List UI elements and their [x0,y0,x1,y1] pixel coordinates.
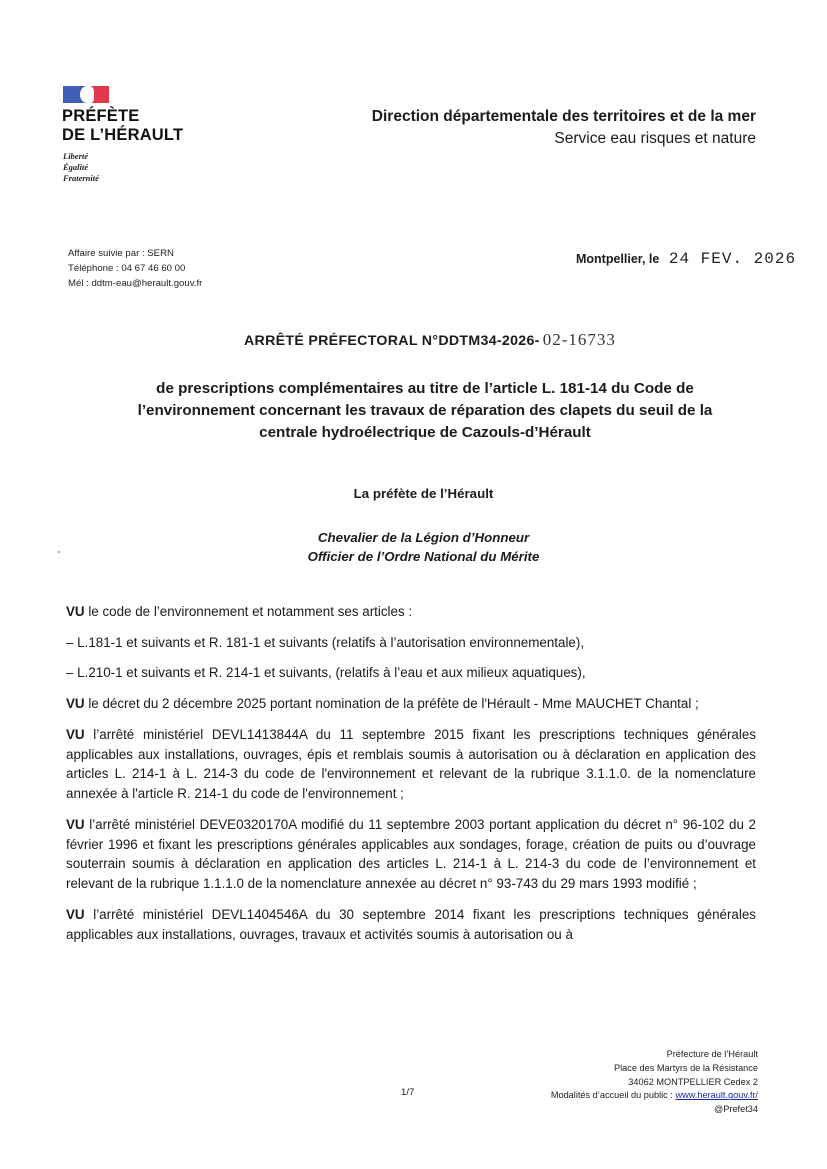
footer-line: 34062 MONTPELLIER Cedex 2 [628,1076,758,1087]
vu-paragraph: VU l’arrêté ministériel DEVL1413844A du 11 septembre 2015 fixant les prescriptions techniques générales applicables aux installations, ouvrages, épis et remblais soumis à autorisation ou à déclaration en application des articles L. 214-1 à L. 214-3 du code de l'environnement et relevant de la rubrique 3.1.1.0. de la nomenclature annexée à l'article R. 214-1 du code de l'environnement ; [66,727,756,801]
contact-telephone: Téléphone : 04 67 46 60 00 [68,263,186,274]
logo-name [62,107,183,145]
document-body [66,602,756,956]
footer-line: Préfecture de l’Hérault [666,1049,758,1059]
devise [63,151,99,184]
date-prefix: Montpellier, le [576,252,660,266]
service-name: Service eau risques et nature [554,130,756,147]
vu-label: VU [66,817,85,832]
logo-name-line1: PRÉFÈTE [62,107,140,125]
list-item: – L.210-1 et suivants et R. 214-1 et suivants, (relatifs à l’eau et aux milieux aquatiques), [66,665,586,680]
vu-paragraph: VU l’arrêté ministériel DEVE0320170A modifié du 11 septembre 2003 portant application du décret n° 96-102 du 2 février 1996 et fixant les prescriptions générales applicables aux sondages, forage, création de puits ou d’ouvrage souterrain soumis à déclaration en application des articles L. 214-1 à L. 214-3 du code de l’environnement et relevant de la rubrique 1.1.1.0 de la nomenclature annexée au décret n° 93-743 du 29 mars 1993 modifié ; [66,817,756,891]
arrete-title [0,330,827,350]
direction-name: Direction départementale des territoires et de la mer [371,108,756,125]
vu-label: VU [66,907,85,922]
arrete-number-handwritten: 02-16733 [542,330,616,349]
contact-email: Mél : ddtm-eau@herault.gouv.fr [68,278,203,289]
contact-block [68,246,202,291]
subtitle-line: centrale hydroélectrique de Cazouls-d’Hérault [259,424,591,441]
vu-label: VU [66,727,85,742]
vu-paragraph: VU le décret du 2 décembre 2025 portant nomination de la préfète de l'Hérault - Mme MAUCHET Chantal ; [66,695,699,711]
devise-liberte: Liberté [63,151,89,161]
vu-paragraph: VU l’arrêté ministériel DEVL1404546A du 30 septembre 2014 fixant les prescriptions techniques générales applicables aux installations, ouvrages, travaux et activités soumis à autorisation ou à [66,907,756,942]
devise-fraternite: Fraternité [63,173,99,183]
footer-twitter: @Prefet34 [713,1104,758,1115]
contact-affaire: Affaire suivie par : SERN [68,248,174,259]
footer-line: Place des Martyrs de la Résistance [614,1062,758,1073]
subtitle-line: l’environnement concernant les travaux de réparation des clapets du seuil de la [137,402,713,419]
vu-label: VU [66,695,85,711]
footer-accueil: Modalités d’accueil du public : www.herault.gouv.fr/ [550,1090,758,1101]
vu-paragraph: VU le code de l’environnement et notamment ses articles : [66,604,413,619]
prefete-heading: La préfète de l’Hérault [353,486,494,501]
honneur-line: Chevalier de la Légion d’Honneur [317,530,530,545]
direction-header [372,106,756,150]
marianne-flag-icon [63,86,109,103]
arrete-label: ARRÊTÉ PRÉFECTORAL N°DDTM34-2026- [244,333,540,349]
list-item: – L.181-1 et suivants et R. 181-1 et suivants (relatifs à l’autorisation environnementale), [66,634,585,650]
logo-name-line2: DE L’HÉRAULT [62,126,184,144]
page-number: 1/7 [401,1087,415,1098]
date-stamp: 24 FEV. 2026 [668,250,797,268]
vu-label: VU [66,604,85,619]
arrete-subtitle [100,378,750,444]
honneurs [0,528,827,566]
footer-address [551,1048,758,1117]
honneur-line: Officier de l’Ordre National du Mérite [307,549,540,564]
devise-egalite: Égalité [63,162,89,172]
subtitle-line: de prescriptions complémentaires au titre de l’article L. 181-14 du Code de [156,380,694,397]
website-link[interactable]: www.herault.gouv.fr/ [675,1090,758,1101]
scan-speck [58,551,60,553]
date-line [576,250,796,268]
